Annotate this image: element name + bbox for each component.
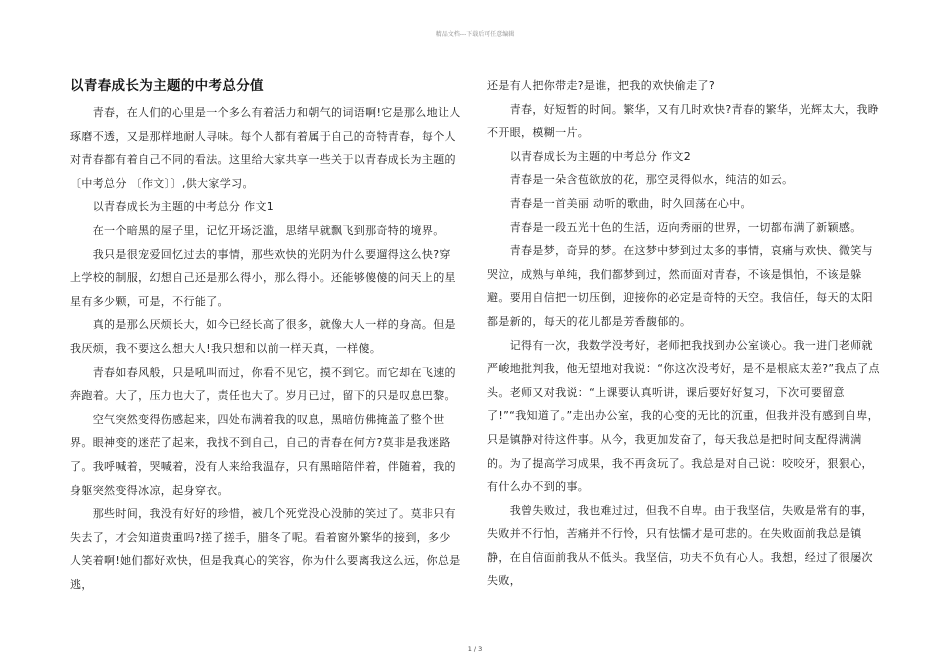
paragraph: 青春如春风般，只是吼叫而过，你看不见它，摸不到它。而它却在飞速的奔跑着。大了，压力也大了，责任也大了。岁月已过，留下的只是叹息巴黎。	[70, 365, 456, 403]
paragraph: 记得有一次，我数学没考好，老师把我找到办公室谈心。我一进门老师就严峻地批判我，他无望地对我说：“你这次没考好，是不是根底太差?”我点了点头。老师又对我说：“上课要认真听讲，课后要好好复习，下次可要留意了!”“我知道了。”走出办公室，我的心变的无比的沉重，但我并没有感到自卑，只是镇静对待这件事。从今，我更加发奋了，每天我总是把时间支配得满满的。为了提高学习成果，我不再贪玩了。我总是对自己说：咬咬牙，狠狠心，有什么办不到的事。	[487, 338, 880, 494]
paragraph: 青春，在人们的心里是一个多么有着活力和朝气的词语啊!它是那么地让人琢磨不透，又是那样地耐人寻味。每个人都有着属于自己的奇特青春，每个人对青春都有着自己不同的看法。这里给大家共享一些关于以青春成长为主题的〔中考总分 〔作文〕〕,供大家学习。	[70, 106, 461, 190]
paragraph: 青春，好短暂的时间。繁华，又有几时欢快?青春的繁华，光辉太大，我睁不开眼，模糊一片。	[487, 102, 880, 140]
paragraph: 我曾失败过，我也难过过，但我不自卑。由于我坚信，失败是常有的事，失败并不行怕，苦痛并不行怜，只有怯懦才是可悲的。在失败面前我总是镇静，在自信面前我从不低头。我坚信，功夫不负有心人。我想，经过了很屡次失败，	[487, 503, 873, 588]
page-header: 精品文档---下载后可任意编辑	[435, 31, 515, 38]
right-column	[487, 74, 880, 593]
paragraph: 还是有人把你带走?是谁，把我的欢快偷走了?	[487, 79, 716, 92]
document-title: 以青春成长为主题的中考总分值	[70, 78, 264, 94]
paragraph: 那些时间，我没有好好的珍惜，被几个死党没心没肺的笑过了。莫非只有失去了，才会知道贵重吗?搓了搓手，腊冬了呢。看着窗外繁华的接到，多少人笑着啊!她们都好欢快，但是我真心的笑容，你为什么要离我这么远，你总是逃，	[70, 507, 461, 591]
paragraph: 青春是一朵含苞欲放的花，那空灵得似水，纯洁的如云。	[487, 173, 794, 187]
paragraph: 在一个暗黑的屋子里，记忆开场泛滥，思绪早就飘飞到那奇特的境界。	[70, 223, 445, 237]
paragraph: 空气突然变得伤感起来，四处布满着我的叹息，黑暗仿佛掩盖了整个世界。眼神变的迷茫了起来，我找不到自己，自己的青春在何方?莫非是我迷路了。我呼喊着，哭喊着，没有人来给我温存，只有黑暗陪伴着，伴随着，我的身躯突然变得冰凉，起身穿衣。	[70, 412, 456, 497]
section-heading: 以青春成长为主题的中考总分 作文1	[70, 200, 275, 214]
paragraph: 我只是很宠爱回忆过去的事情，那些欢快的光阴为什么要遛得这么快?穿上学校的制服，幻想自己还是那么得小，那么得小。还能够傻傻的问天上的星星有多少颗，可是，不行能了。	[70, 247, 456, 308]
paragraph: 青春是一段五光十色的生活，迈向秀丽的世界，一切都布满了新颖感。	[487, 220, 862, 234]
paragraph: 真的是那么厌烦长大，如今已经长高了很多，就像大人一样的身高。但是我厌烦，我不要这么想大人!我只想和以前一样天真，一样傻。	[70, 318, 456, 355]
paragraph: 青春是一首美丽 动听的歌曲，时久回荡在心中。	[487, 196, 752, 210]
page-number: 1 / 3	[467, 645, 483, 653]
paragraph: 青春是梦，奇异的梦。在这梦中梦到过太多的事情，哀痛与欢快、微笑与哭泣，成熟与单纯，我们都梦到过，然而面对青春，不该是惧怕，不该是躲避。要用自信把一切压倒，迎接你的必定是奇特的天空。我信任，每天的太阳都是新的，每天的花儿都是芳香馥郁的。	[487, 244, 873, 328]
left-column	[70, 74, 462, 596]
section-heading: 以青春成长为主题的中考总分 作文2	[487, 149, 692, 163]
